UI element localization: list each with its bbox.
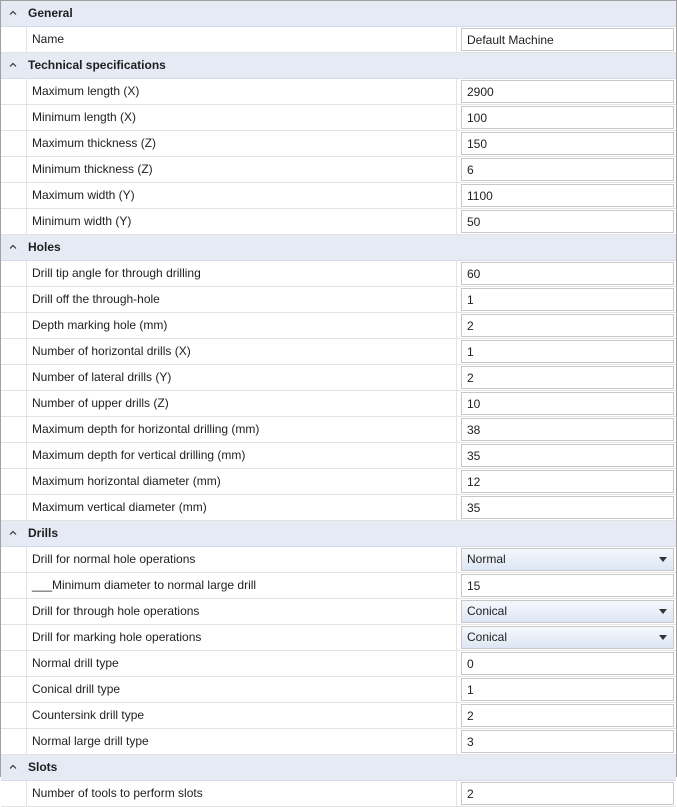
property-label: Normal drill type — [26, 651, 457, 676]
max-width-input[interactable] — [461, 184, 674, 207]
property-label: Number of upper drills (Z) — [26, 391, 457, 416]
select-value: Conical — [467, 604, 508, 618]
property-row-max-vertical-diameter — [1, 495, 676, 521]
chevron-up-icon[interactable] — [7, 59, 19, 71]
normal-large-drill-type-input[interactable] — [461, 730, 674, 753]
name-input[interactable] — [461, 28, 674, 51]
property-row-max-length — [1, 79, 676, 105]
horizontal-drills-input[interactable] — [461, 340, 674, 363]
property-label: Maximum thickness (Z) — [26, 131, 457, 156]
section-title: Slots — [28, 760, 58, 774]
select-value: Normal — [467, 552, 506, 566]
max-horizontal-diameter-input[interactable] — [461, 470, 674, 493]
dropdown-arrow-icon[interactable] — [659, 557, 667, 562]
property-row-horizontal-drills — [1, 339, 676, 365]
property-row-max-depth-vertical — [1, 443, 676, 469]
max-length-input[interactable] — [461, 80, 674, 103]
dropdown-arrow-icon[interactable] — [659, 635, 667, 640]
property-label: Name — [26, 27, 457, 52]
chevron-up-icon[interactable] — [7, 241, 19, 253]
property-row-drill-tip-angle — [1, 261, 676, 287]
property-row-marking-hole-drill — [1, 625, 676, 651]
section-title: Holes — [28, 240, 61, 254]
normal-hole-drill-select[interactable] — [461, 548, 674, 571]
marking-hole-drill-select[interactable] — [461, 626, 674, 649]
property-row-name — [1, 27, 676, 53]
max-depth-vertical-input[interactable] — [461, 444, 674, 467]
chevron-up-icon[interactable] — [7, 761, 19, 773]
drill-tip-angle-input[interactable] — [461, 262, 674, 285]
property-label: Maximum vertical diameter (mm) — [26, 495, 457, 520]
property-label: Drill for normal hole operations — [26, 547, 457, 572]
upper-drills-input[interactable] — [461, 392, 674, 415]
property-row-through-hole-drill — [1, 599, 676, 625]
normal-drill-type-input[interactable] — [461, 652, 674, 675]
chevron-up-icon[interactable] — [7, 7, 19, 19]
property-label: Maximum depth for vertical drilling (mm) — [26, 443, 457, 468]
property-label: Maximum width (Y) — [26, 183, 457, 208]
section-slots[interactable] — [1, 755, 676, 781]
property-label: Drill for marking hole operations — [26, 625, 457, 650]
property-row-max-depth-horizontal — [1, 417, 676, 443]
property-row-slot-tools — [1, 781, 676, 807]
property-row-normal-large-drill-type — [1, 729, 676, 755]
max-depth-horizontal-input[interactable] — [461, 418, 674, 441]
property-label: Maximum length (X) — [26, 79, 457, 104]
property-label: Countersink drill type — [26, 703, 457, 728]
section-general[interactable] — [1, 1, 676, 27]
property-label: Depth marking hole (mm) — [26, 313, 457, 338]
property-label: ___Minimum diameter to normal large drill — [26, 573, 457, 598]
property-row-depth-marking-hole — [1, 313, 676, 339]
property-row-min-thickness — [1, 157, 676, 183]
property-label: Conical drill type — [26, 677, 457, 702]
property-label: Drill for through hole operations — [26, 599, 457, 624]
conical-drill-type-input[interactable] — [461, 678, 674, 701]
min-length-input[interactable] — [461, 106, 674, 129]
property-row-normal-hole-drill — [1, 547, 676, 573]
section-title: Technical specifications — [28, 58, 166, 72]
max-vertical-diameter-input[interactable] — [461, 496, 674, 519]
property-row-min-width — [1, 209, 676, 235]
dropdown-arrow-icon[interactable] — [659, 609, 667, 614]
section-drills[interactable] — [1, 521, 676, 547]
select-value: Conical — [467, 630, 508, 644]
property-row-min-length — [1, 105, 676, 131]
property-row-min-diameter-large-drill — [1, 573, 676, 599]
min-thickness-input[interactable] — [461, 158, 674, 181]
property-row-max-horizontal-diameter — [1, 469, 676, 495]
property-row-lateral-drills — [1, 365, 676, 391]
property-label: Drill tip angle for through drilling — [26, 261, 457, 286]
property-label: Minimum width (Y) — [26, 209, 457, 234]
property-row-countersink-drill-type — [1, 703, 676, 729]
slot-tools-input[interactable] — [461, 782, 674, 805]
chevron-up-icon[interactable] — [7, 527, 19, 539]
depth-marking-hole-input[interactable] — [461, 314, 674, 337]
property-row-max-thickness — [1, 131, 676, 157]
property-label: Number of horizontal drills (X) — [26, 339, 457, 364]
property-label: Normal large drill type — [26, 729, 457, 754]
property-label: Maximum depth for horizontal drilling (mm) — [26, 417, 457, 442]
section-technical-specifications[interactable] — [1, 53, 676, 79]
property-label: Minimum thickness (Z) — [26, 157, 457, 182]
countersink-drill-type-input[interactable] — [461, 704, 674, 727]
property-row-normal-drill-type — [1, 651, 676, 677]
min-width-input[interactable] — [461, 210, 674, 233]
property-row-upper-drills — [1, 391, 676, 417]
property-label: Maximum horizontal diameter (mm) — [26, 469, 457, 494]
lateral-drills-input[interactable] — [461, 366, 674, 389]
section-title: General — [28, 6, 73, 20]
property-label: Number of tools to perform slots — [26, 781, 457, 806]
section-title: Drills — [28, 526, 59, 540]
property-row-drill-off-through-hole — [1, 287, 676, 313]
max-thickness-input[interactable] — [461, 132, 674, 155]
property-row-conical-drill-type — [1, 677, 676, 703]
drill-off-through-hole-input[interactable] — [461, 288, 674, 311]
property-label: Drill off the through-hole — [26, 287, 457, 312]
min-diameter-large-drill-input[interactable] — [461, 574, 674, 597]
property-label: Number of lateral drills (Y) — [26, 365, 457, 390]
property-row-max-width — [1, 183, 676, 209]
through-hole-drill-select[interactable] — [461, 600, 674, 623]
property-label: Minimum length (X) — [26, 105, 457, 130]
section-holes[interactable] — [1, 235, 676, 261]
